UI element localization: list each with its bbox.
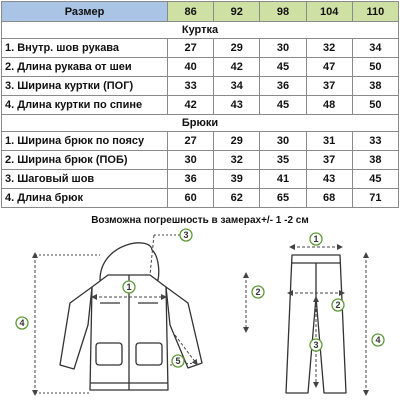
table-row: [2, 151, 399, 170]
size-header-label: Размер: [2, 2, 168, 22]
cell-value: 45: [260, 58, 306, 77]
table-row: [2, 77, 399, 96]
cell-value: 60: [168, 189, 214, 208]
cell-value: 33: [168, 77, 214, 96]
jacket-marker-3: [180, 229, 192, 241]
row-label: 3. Шаговый шов: [2, 170, 168, 189]
jacket-drawing: [60, 243, 202, 390]
cell-value: 38: [352, 77, 398, 96]
jacket-right-pocket: [136, 343, 162, 365]
row-label: 4. Длина брюк: [2, 189, 168, 208]
cell-value: 47: [306, 58, 352, 77]
cell-value: 32: [214, 151, 260, 170]
row-label: 2. Длина рукава от шеи: [2, 58, 168, 77]
size-86: 86: [168, 2, 214, 22]
jacket-right-sleeve: [166, 287, 202, 368]
table-row: [2, 189, 399, 208]
pants-marker-4: [372, 334, 384, 346]
pants-section-title: Брюки: [181, 117, 219, 129]
svg-text:1: 1: [313, 234, 319, 244]
size-104: 104: [306, 2, 352, 22]
size-table: [1, 1, 399, 208]
cell-value: 34: [352, 39, 398, 58]
pants-section-row: [2, 115, 399, 132]
cell-value: 31: [306, 132, 352, 151]
cell-value: 62: [214, 189, 260, 208]
cell-value: 37: [306, 151, 352, 170]
row-label: 1. Ширина брюк по поясу: [2, 132, 168, 151]
cell-value: 68: [306, 189, 352, 208]
jacket-marker-1: [123, 281, 135, 293]
svg-text:3: 3: [313, 340, 319, 350]
jacket-marker-5: [172, 355, 184, 367]
table-row: [2, 132, 399, 151]
cell-value: 37: [306, 77, 352, 96]
table-row: [2, 170, 399, 189]
row-label: 1. Внутр. шов рукава: [2, 39, 168, 58]
cell-value: 35: [260, 151, 306, 170]
cell-value: 27: [168, 39, 214, 58]
cell-value: 71: [352, 189, 398, 208]
cell-value: 39: [214, 170, 260, 189]
cell-value: 48: [306, 96, 352, 115]
jacket-marker-4: [16, 317, 28, 329]
svg-text:2: 2: [255, 287, 261, 297]
cell-value: 27: [168, 132, 214, 151]
cell-value: 43: [214, 96, 260, 115]
svg-text:3: 3: [183, 230, 189, 240]
jacket-section-row: [2, 22, 399, 39]
cell-value: 42: [168, 96, 214, 115]
cell-value: 45: [352, 170, 398, 189]
cell-value: 50: [352, 58, 398, 77]
cell-value: 41: [260, 170, 306, 189]
cell-value: 50: [352, 96, 398, 115]
svg-text:5: 5: [175, 356, 181, 366]
table-row: [2, 39, 399, 58]
svg-text:1: 1: [126, 282, 132, 292]
jacket-marker-2: [252, 286, 264, 298]
jacket-section-title: Куртка: [181, 24, 219, 36]
cell-value: 30: [168, 151, 214, 170]
pants-marker-1: [310, 233, 322, 245]
measurement-tolerance-note: Возможна погрешность в замерах+/- 1 -2 см: [91, 215, 309, 226]
size-header-row: [2, 2, 399, 22]
cell-value: 40: [168, 58, 214, 77]
svg-text:4: 4: [19, 318, 25, 328]
cell-value: 42: [214, 58, 260, 77]
table-row: [2, 96, 399, 115]
size-98: 98: [260, 2, 306, 22]
cell-value: 43: [306, 170, 352, 189]
cell-value: 36: [260, 77, 306, 96]
row-label: 4. Длина куртки по спине: [2, 96, 168, 115]
pants-marker-3: [310, 339, 322, 351]
measurement-diagram: [0, 225, 400, 400]
table-row: [2, 58, 399, 77]
cell-value: 65: [260, 189, 306, 208]
jacket-left-sleeve: [60, 287, 92, 369]
cell-value: 30: [260, 132, 306, 151]
cell-value: 32: [306, 39, 352, 58]
cell-value: 34: [214, 77, 260, 96]
jacket-left-pocket: [96, 343, 122, 365]
size-110: 110: [352, 2, 398, 22]
cell-value: 38: [352, 151, 398, 170]
cell-value: 45: [260, 96, 306, 115]
svg-text:4: 4: [375, 335, 381, 345]
cell-value: 29: [214, 132, 260, 151]
cell-value: 33: [352, 132, 398, 151]
row-label: 3. Ширина куртки (ПОГ): [2, 77, 168, 96]
size-92: 92: [214, 2, 260, 22]
pants-marker-2: [332, 299, 344, 311]
svg-text:2: 2: [335, 300, 341, 310]
cell-value: 29: [214, 39, 260, 58]
cell-value: 30: [260, 39, 306, 58]
cell-value: 36: [168, 170, 214, 189]
row-label: 2. Ширина брюк (ПОБ): [2, 151, 168, 170]
